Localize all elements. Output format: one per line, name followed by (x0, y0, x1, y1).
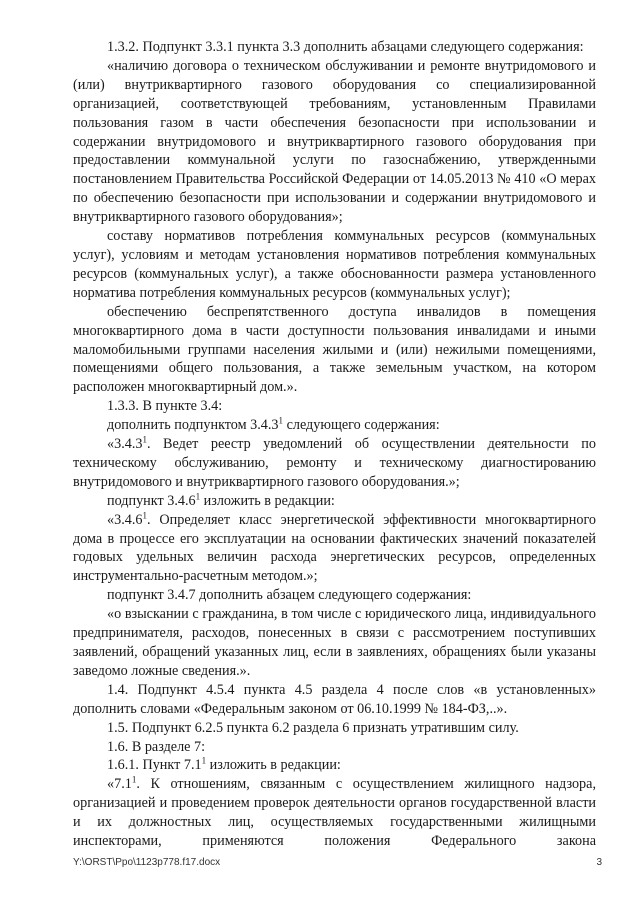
text-run: . Ведет реестр уведомлений об осуществлении деятельности по техническому обслуживанию, ремонту и техническому диагностированию внутридомового и внутриквартирного газового оборудования.»; (73, 436, 596, 490)
text-run: . К отношениям, связанным с осуществлением жилищного надзора, организацией и проведением проверок деятельности органов государственной власти и их должностных лиц, осуществляемых государственными жилищными инспекторами, применяются положения Федерального закона (73, 776, 596, 850)
superscript: 1 (142, 434, 147, 445)
paragraph-accessibility: обеспечению беспрепятственного доступа инвалидов в помещения многоквартирного дома в части доступности пользования инвалидами и иными маломобильными группами населения жилыми и (или) нежилыми помещениями, помещениями общего пользования, а также земельным участком, на котором расположен многоквартирный дом.». (73, 303, 596, 396)
superscript: 1 (201, 755, 207, 766)
text-run: дополнить подпунктом 3.4.3 (107, 417, 279, 434)
paragraph-1-5: 1.5. Подпункт 6.2.5 пункта 6.2 раздела 6 признать утратившим силу. (107, 719, 519, 736)
paragraph-3-4-3-text (73, 435, 596, 492)
text-run: подпункт 3.4.6 (107, 492, 196, 509)
superscript: 1 (131, 774, 137, 785)
paragraph-3-4-6-edit (73, 492, 596, 511)
paragraph-1-6-1 (73, 756, 596, 775)
text-run: следующего содержания: (283, 417, 440, 434)
text-run: 1.6.1. Пункт 7.1 (107, 757, 202, 774)
page-number: 3 (596, 857, 602, 868)
text-run: изложить в редакции: (206, 757, 341, 774)
text-run: «7.1 (107, 776, 132, 793)
file-path: Y:\ORST\Ppo\1123p778.f17.docx (73, 857, 221, 868)
superscript: 1 (142, 509, 147, 520)
paragraph-1-3-3: 1.3.3. В пункте 3.4: (107, 398, 223, 415)
superscript: 1 (195, 491, 201, 502)
text-run: . Определяет класс энергетической эффективности многоквартирного дома в процессе его эксплуатации на основании фактических значений показателей годовых удельных величин расхода энергетических ресурсов, определенных инструментально-расчетным методом.»; (73, 511, 596, 585)
superscript: 1 (278, 415, 284, 426)
paragraph-gas-equipment: «наличию договора о техническом обслуживании и ремонте внутридомового и (или) внутриквартирного газового оборудования со специализированной организацией, соответствующей требованиям, установленным Правилами пользования газом в части обеспечения безопасности при использовании и содержании внутридомового и внутриквартирного газового оборудования при предоставлении коммунальной услуги по газоснабжению, утвержденными постановлением Правительства Российской Федерации от 14.05.2013 № 410 «О мерах по обеспечению безопасности при использовании и содержании внутридомового и внутриквартирного газового оборудования»; (73, 57, 596, 226)
paragraph-3-4-6-text (73, 511, 596, 587)
document-body (73, 38, 596, 851)
paragraph-1-3-2: 1.3.2. Подпункт 3.3.1 пункта 3.3 дополнить абзацами следующего содержания: (107, 39, 584, 55)
paragraph-1-4: 1.4. Подпункт 4.5.4 пункта 4.5 раздела 4 после слов «в установленных» дополнить словами «Федеральным законом от 06.10.1999 № 184-ФЗ,..». (73, 681, 596, 717)
paragraph-utility-norms: составу нормативов потребления коммунальных ресурсов (коммунальных услуг), условиям и методам установления нормативов потребления коммунальных ресурсов (коммунальных услуг), а также обоснованности размера установленного норматива потребления коммунальных ресурсов (коммунальных услуг); (73, 228, 596, 301)
text-run: «3.4.6 (107, 511, 143, 528)
paragraph-3-4-7: подпункт 3.4.7 дополнить абзацем следующего содержания: (107, 587, 472, 604)
text-run: «3.4.3 (107, 436, 143, 453)
page-footer (73, 857, 602, 868)
text-run: изложить в редакции: (200, 492, 335, 509)
paragraph-recovery: «о взыскании с гражданина, в том числе с юридического лица, индивидуального предпринимателя, расходов, понесенных в связи с рассмотрением поступивших заявлений, обращений указанных лиц, если в заявлениях, обращениях были указаны заведомо ложные сведения.». (73, 606, 596, 679)
paragraph-7-1-text (73, 775, 596, 851)
paragraph-add-3-4-3 (73, 416, 596, 435)
paragraph-1-6: 1.6. В разделе 7: (107, 738, 206, 755)
